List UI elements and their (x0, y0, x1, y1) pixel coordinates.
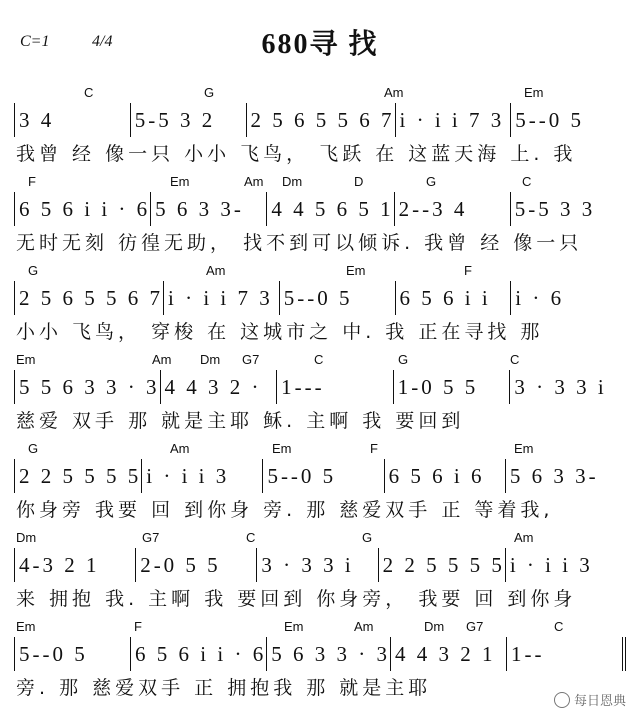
score-row (14, 85, 626, 173)
chord-symbol: G (28, 263, 39, 278)
measure (14, 281, 163, 315)
measure (510, 281, 626, 315)
jianpu-notes: i · i i 3 (509, 552, 593, 577)
measure (279, 281, 395, 315)
chord-symbol: G7 (242, 352, 260, 367)
chord-symbol: G (28, 441, 39, 456)
chord-symbol: Em (346, 263, 366, 278)
lyric-line: 你身旁 我要 回 到你身 旁. 那 慈爱双手 正 等着我, (16, 499, 554, 521)
jianpu-notes: 3 · 3 3 i (261, 552, 354, 577)
time-signature: 4/4 (92, 33, 113, 50)
measure (395, 281, 511, 315)
watermark-text: 每日恩典 (573, 693, 626, 708)
chord-line (14, 619, 626, 637)
chord-symbol: Am (170, 441, 190, 456)
measure (14, 370, 160, 404)
measure-line (14, 370, 626, 404)
chord-symbol: Dm (282, 174, 303, 189)
jianpu-notes: 1--- (281, 374, 325, 399)
jianpu-notes: 6 5 6 i i · 6 (135, 641, 267, 666)
jianpu-notes: 2-0 5 5 (140, 552, 221, 577)
measure (384, 459, 505, 493)
lyric-line: 慈爱 双手 那 就是主耶 稣. 主啊 我 要回到 (16, 410, 465, 432)
chord-symbol: Em (16, 619, 36, 634)
measure (509, 370, 626, 404)
chord-symbol: Am (152, 352, 172, 367)
chord-symbol: Em (272, 441, 292, 456)
chord-symbol: Em (524, 85, 544, 100)
chord-symbol: G (204, 85, 215, 100)
chord-symbol: Am (206, 263, 226, 278)
measure (163, 281, 279, 315)
measure (390, 637, 506, 671)
measure-line (14, 281, 626, 315)
measure (510, 192, 626, 226)
chord-symbol: C (246, 530, 256, 545)
score-row (14, 619, 626, 707)
measure (393, 370, 510, 404)
measure-line (14, 192, 626, 226)
jianpu-notes: 6 5 6 i i (399, 285, 491, 310)
measure (506, 637, 626, 671)
chord-symbol: Em (16, 352, 36, 367)
measure (130, 637, 266, 671)
jianpu-notes: 2 5 6 5 5 6 7 (19, 285, 163, 310)
lyric-line: 旁. 那 慈爱双手 正 拥抱我 那 就是主耶 (16, 677, 432, 699)
measure (160, 370, 277, 404)
chord-symbol: F (28, 174, 36, 189)
chord-line (14, 352, 626, 370)
chord-symbol: C (522, 174, 532, 189)
chord-line (14, 263, 626, 281)
measure (262, 459, 383, 493)
measure (256, 548, 377, 582)
jianpu-notes: 5--0 5 (19, 641, 88, 666)
score-row (14, 352, 626, 440)
jianpu-notes: i · 6 (515, 285, 565, 310)
measure (510, 103, 626, 137)
measure-line (14, 103, 626, 137)
chord-symbol: Am (514, 530, 534, 545)
key-signature: C=1 (20, 33, 50, 50)
chord-symbol: Am (244, 174, 264, 189)
chord-symbol: F (370, 441, 378, 456)
chord-symbol: G (362, 530, 373, 545)
measure (266, 192, 393, 226)
chord-symbol: C (314, 352, 324, 367)
jianpu-notes: 4-3 2 1 (19, 552, 100, 577)
score-row (14, 441, 626, 529)
jianpu-notes: 5 6 3 3- (155, 196, 244, 221)
jianpu-notes: 4 4 3 2 1 (394, 641, 496, 666)
jianpu-notes: 2 5 6 5 5 6 7 (250, 107, 395, 132)
measure (14, 192, 150, 226)
measure (14, 548, 135, 582)
chord-line (14, 174, 626, 192)
measure (505, 548, 626, 582)
chord-symbol: G (426, 174, 437, 189)
jianpu-notes: 2 2 5 5 5 5 (19, 463, 142, 488)
chord-symbol: Dm (424, 619, 445, 634)
lyric-line: 无时无刻 彷徨无助， 找不到可以倾诉. 我曾 经 像一只 (16, 232, 583, 254)
measure-line (14, 637, 626, 671)
chord-symbol: Am (354, 619, 374, 634)
chord-symbol: C (554, 619, 564, 634)
jianpu-notes: 6 5 6 i 6 (388, 463, 485, 488)
jianpu-notes: 5 5 6 3 3 · 3 (19, 374, 160, 399)
measure (135, 548, 256, 582)
score-row (14, 530, 626, 618)
jianpu-notes: 2--3 4 (398, 196, 468, 221)
measure (395, 103, 511, 137)
chord-symbol: C (84, 85, 94, 100)
jianpu-notes: 2 2 5 5 5 5 (382, 552, 505, 577)
lyric-line: 来 拥抱 我. 主啊 我 要回到 你身旁， 我要 回 到你身 (16, 588, 577, 610)
jianpu-notes: 3 4 (19, 107, 55, 132)
chord-symbol: G7 (142, 530, 160, 545)
chord-line (14, 441, 626, 459)
chord-line (14, 530, 626, 548)
measure (394, 192, 510, 226)
song-title: 680寻 找 (261, 29, 379, 60)
jianpu-notes: 5--0 5 (267, 463, 337, 488)
measure (378, 548, 505, 582)
jianpu-notes: 3 · 3 3 i (514, 374, 607, 399)
measure-line (14, 548, 626, 582)
measure (266, 637, 390, 671)
jianpu-notes: 5--0 5 (515, 107, 584, 132)
score-row (14, 263, 626, 351)
chord-symbol: Dm (16, 530, 37, 545)
jianpu-notes: 4 4 3 2 · (164, 374, 262, 399)
measure (246, 103, 395, 137)
jianpu-notes: 1-- (510, 641, 545, 666)
jianpu-notes: i · i i 7 3 (168, 285, 273, 310)
lyric-line: 我曾 经 像一只 小小 飞鸟， 飞跃 在 这蓝天海 上. 我 (16, 143, 577, 165)
chord-symbol: Em (170, 174, 190, 189)
watermark (554, 690, 626, 709)
jianpu-notes: 4 4 5 6 5 1 (271, 196, 394, 221)
jianpu-notes: 6 5 6 i i · 6 (19, 196, 151, 221)
jianpu-notes: 5 6 3 3- (509, 463, 599, 488)
measure (14, 103, 130, 137)
measure (14, 637, 130, 671)
chord-symbol: Em (514, 441, 534, 456)
chord-symbol: G (398, 352, 409, 367)
chord-symbol: Dm (200, 352, 221, 367)
jianpu-notes: i · i i 7 3 (399, 107, 505, 132)
jianpu-notes: 5--0 5 (283, 285, 353, 310)
chord-symbol: F (464, 263, 472, 278)
jianpu-notes: 1-0 5 5 (397, 374, 479, 399)
measure (14, 459, 141, 493)
measure (505, 459, 626, 493)
jianpu-notes: 5 6 3 3 · 3 (271, 641, 390, 666)
chord-line (14, 85, 626, 103)
measure (130, 103, 246, 137)
chord-symbol: F (134, 619, 142, 634)
jianpu-notes: i · i i 3 (146, 463, 230, 488)
chord-symbol: Em (284, 619, 304, 634)
jianpu-notes: 5-5 3 2 (134, 107, 216, 132)
lyric-line: 小小 飞鸟， 穿梭 在 这城市之 中. 我 正在寻找 那 (16, 321, 544, 343)
wechat-icon (554, 692, 570, 708)
chord-symbol: G7 (466, 619, 484, 634)
jianpu-notes: 5-5 3 3 (514, 196, 596, 221)
chord-symbol: C (510, 352, 520, 367)
measure-line (14, 459, 626, 493)
measure (141, 459, 262, 493)
chord-symbol: D (354, 174, 364, 189)
measure (276, 370, 393, 404)
measure (150, 192, 266, 226)
score-row (14, 174, 626, 262)
chord-symbol: Am (384, 85, 404, 100)
